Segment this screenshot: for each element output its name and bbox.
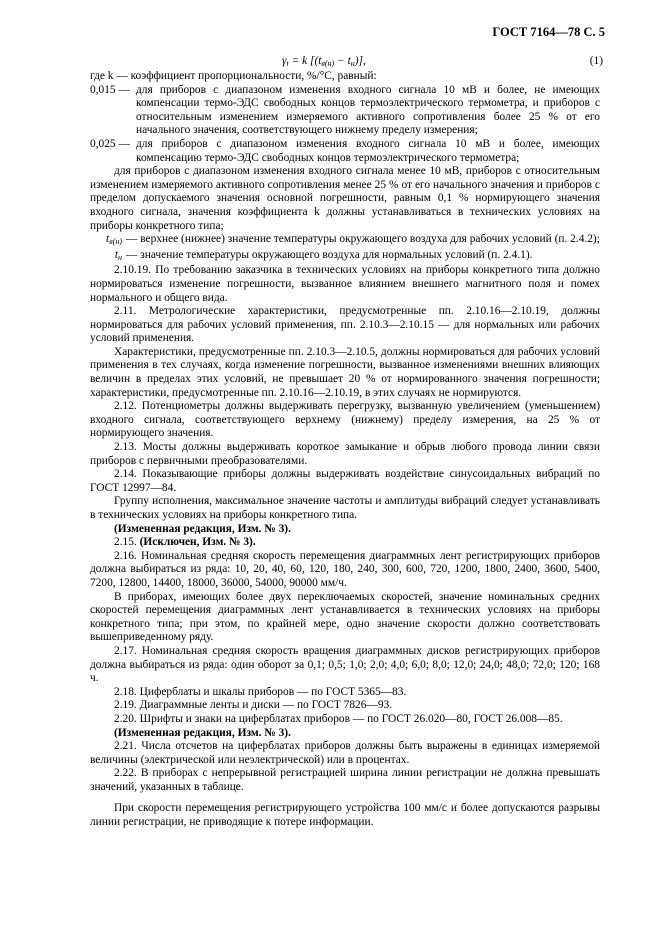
clause-2-14: 2.14. Показывающие приборы должны выдерживать воздействие синусоидальных вибраций по ГОСТ 12997—84. xyxy=(90,468,600,494)
formula xyxy=(282,55,366,71)
symbol-sub: н xyxy=(118,252,122,262)
revision-note: (Измененная редакция, Изм. № 3). xyxy=(114,522,291,535)
clause-2-17: 2.17. Номинальная средняя скорость вращения диаграммных дисков регистрирующих приборов должна выбираться из ряда: один оборот за 0,1; 0,5; 1,0; 2,0; 4,0; 6,0; 8,0; 12,0; 24,0; 48,0; 72,0; 120; 168 ч. xyxy=(90,644,600,685)
paragraph: для приборов с диапазоном изменения входного сигнала менее 10 мВ, приборов с относительным изменением измеряемого активного сопротивления менее 25 % от его начального значения и приборов с пределом допускаемого значения основной погрешности, равным 0,1 % нормирующего значения входного сигнала, значения коэффициента k должны устанавливаться в технических условиях на приборы конкретного типа; xyxy=(90,165,600,232)
clause-2-21: 2.21. Числа отсчетов на циферблатах приборов должны быть выражены в единицах измеряемой величины (электрической или неэлектрической) или в процентах. xyxy=(90,740,600,766)
symbol-text: — верхнее (нижнее) значение температуры окружающего воздуха для рабочих условий (п. 2.4.2); xyxy=(126,233,600,246)
clause-2-10-19: 2.10.19. По требованию заказчика в технических условиях на приборы конкретного типа должно нормироваться изменение погрешности, вызванное влиянием внешнего магнитного поля и помех нормального и общего вида. xyxy=(90,264,600,304)
clause-2-13: 2.13. Мосты должны выдерживать короткое замыкание и обрыв любого провода линии связи приборов с первичными преобразователями. xyxy=(90,441,600,467)
clause-2-14-cont: Группу исполнения, максимальное значение частоты и амплитуды вибраций следует устанавливать в технических условиях на приборы конкретного типа. xyxy=(90,495,600,521)
coefficient-text: для приборов с диапазоном изменения входного сигнала 10 мВ и более, имеющих компенсацию термо-ЭДС свободных концов термоэлектрического термометра; xyxy=(136,137,600,164)
formula-t2-sub: н xyxy=(350,59,355,68)
clause-2-19: 2.19. Диаграммные ленты и диски — по ГОСТ 7826—93. xyxy=(114,699,393,712)
clause-2-18: 2.18. Циферблаты и шкалы приборов — по ГОСТ 5365—83. xyxy=(114,685,407,698)
coefficient-text: для приборов с диапазоном изменения входного сигнала 10 мВ и более, не имеющих компенсации термо-ЭДС свободных концов термоэлектрического термометра, и приборов с относительным изменением измеряемого активного сопротивления более 25 % от его начального значения, соответствующего нижнему пределу измерения; xyxy=(136,83,600,137)
formula-end: )], xyxy=(354,55,366,67)
coefficient-item xyxy=(90,84,600,138)
coefficient-label: 0,025 — xyxy=(90,137,130,150)
clause-2-15 xyxy=(90,536,600,550)
symbol-base: t xyxy=(106,233,110,246)
formula-number: (1) xyxy=(589,55,603,67)
symbol-sub: в(н) xyxy=(109,237,122,247)
clause-2-12: 2.12. Потенциометры должны выдерживать перегрузку, вызванную увеличением (уменьшением) входного сигнала, соответствующего верхнему (нижнему) пределу измерения, на 25 % от нормирующего значения. xyxy=(90,400,600,440)
clause-2-11: 2.11. Метрологические характеристики, предусмотренные пп. 2.10.16—2.10.19, должны нормироваться для рабочих условий применения, пп. 2.10.3—2.10.15 — для нормальных или рабочих условий применения. xyxy=(90,305,600,345)
symbol-label xyxy=(90,249,126,265)
symbol-definition xyxy=(90,249,600,265)
symbol-label xyxy=(90,233,126,249)
revision-note: (Измененная редакция, Изм. № 3). xyxy=(114,726,291,739)
clause-2-11-cont: Характеристики, предусмотренные пп. 2.10.3—2.10.5, должны нормироваться для рабочих условий применения в тех случаях, когда изменение погрешности, вызванное изменениями внешних влияющих величин в пределах этих условий, не превышает 20 % от нормированного значения погрешности; характеристики, предусмотренные пп. 2.10.16—2.10.19, в этих случаях не нормируются. xyxy=(90,345,600,399)
excluded-note: (Исключен, Изм. № 3). xyxy=(139,536,256,549)
clause-2-20: 2.20. Шрифты и знаки на циферблатах приборов — по ГОСТ 26.020—80, ГОСТ 26.008—85. xyxy=(114,712,563,725)
formula-mid: − t xyxy=(334,55,351,67)
clause-2-22: 2.22. В приборах с непрерывной регистрацией ширина линии регистрации не должна превышать значений, указанных в таблице. xyxy=(90,767,600,793)
formula-t1-sub: в(н) xyxy=(321,59,335,68)
coefficient-item xyxy=(90,138,600,165)
symbol-definition xyxy=(90,233,600,249)
symbol-base: t xyxy=(114,248,119,261)
formula-eq: = k [(t xyxy=(288,55,322,67)
formula-gamma: γ xyxy=(282,55,287,67)
document-body xyxy=(90,70,600,830)
where-line: где k — коэффициент пропорциональности, %/°С, равный: xyxy=(90,70,377,82)
clause-2-22-cont: При скорости перемещения регистрирующего устройства 100 мм/с и более допускаются разрывы линии регистрации, не приводящие к потере информации. xyxy=(90,802,600,829)
page-header: ГОСТ 7164—78 С. 5 xyxy=(492,25,605,39)
clause-number: 2.15. xyxy=(114,536,137,549)
clause-2-16: 2.16. Номинальная средняя скорость перемещения диаграммных лент регистрирующих приборов должна выбираться из ряда: 10, 20, 40, 60, 120, 180, 240, 300, 600, 720, 1200, 1800, 2400, 3600, 5400, 7200, 12800, 14400, 18000, 36000, 54000, 90000 мм/ч. xyxy=(90,549,600,589)
formula-gamma-sub: t xyxy=(286,59,289,68)
coefficient-label: 0,015 — xyxy=(90,83,130,96)
symbol-text: — значение температуры окружающего воздуха для нормальных условий (п. 2.4.1). xyxy=(126,248,533,261)
clause-2-16-cont: В приборах, имеющих более двух переключаемых скоростей, значение номинальных средних скоростей перемещения диаграммных лент устанавливается в технических условиях на приборы конкретного типа; при этом, по крайней мере, одно значение скорости должно соответствовать вышеприведенному ряду. xyxy=(90,590,600,644)
